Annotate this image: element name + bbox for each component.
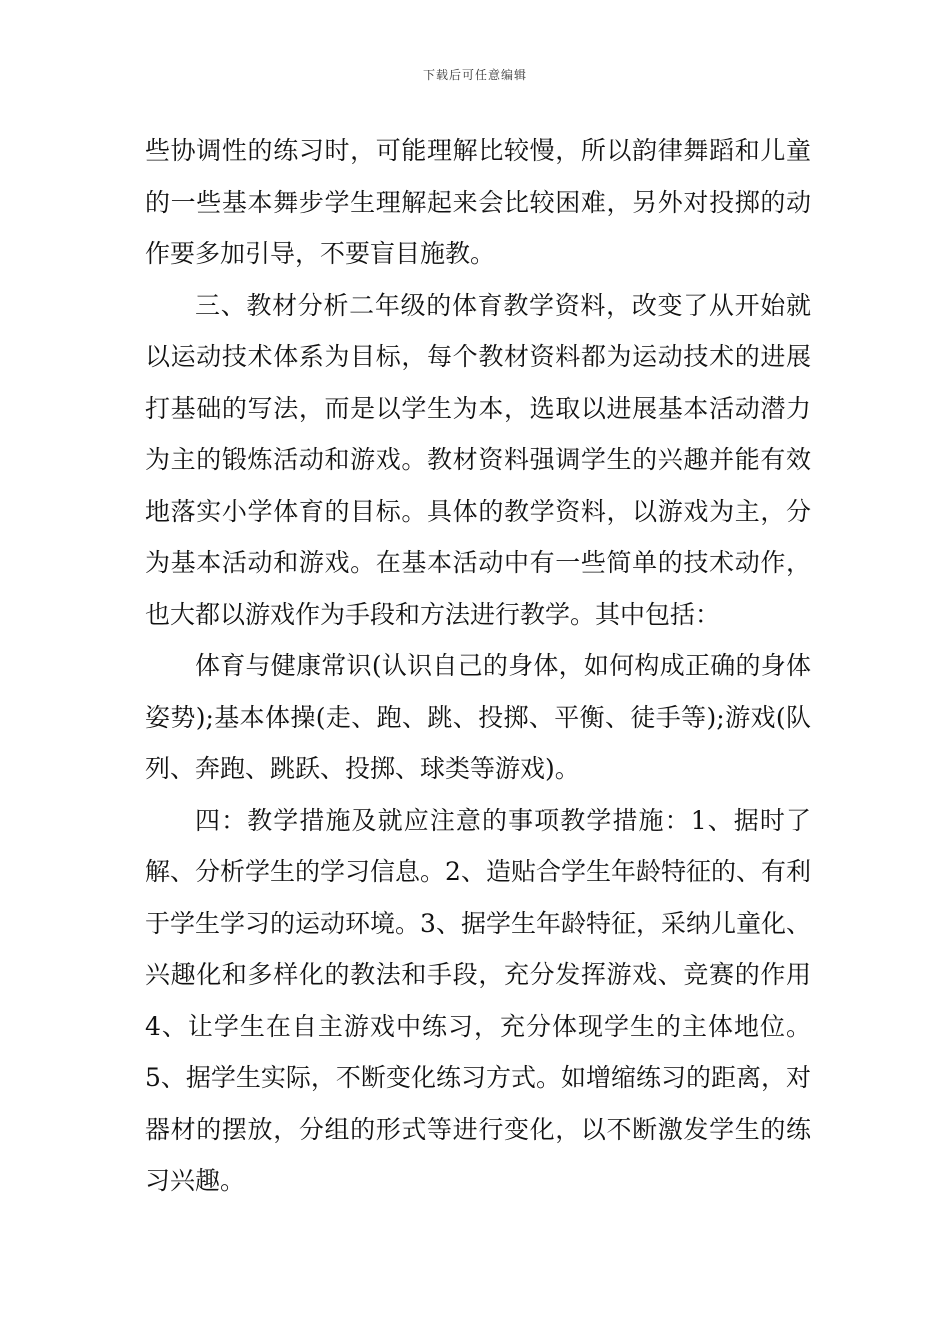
paragraph-content-list: 体育与健康常识(认识自己的身体，如何构成正确的身体姿势);基本体操(走、跑、跳、投掷、平衡、徒手等);游戏(队列、奔跑、跳跃、投掷、球类等游戏)。	[145, 651, 811, 783]
document-body	[145, 125, 811, 1207]
paragraph-section-four: 四：教学措施及就应注意的事项教学措施：1、据时了解、分析学生的学习信息。2、造贴合学生年龄特征的、有利于学生学习的运动环境。3、据学生年龄特征，采纳儿童化、兴趣化和多样化的教法和手段，充分发挥游戏、竞赛的作用4、让学生在自主游戏中练习，充分体现学生的主体地位。5、据学生实际，不断变化练习方式。如增缩练习的距离，对器材的摆放，分组的形式等进行变化，以不断激发学生的练习兴趣。	[145, 805, 811, 1195]
paragraph-continuation: 些协调性的练习时，可能理解比较慢，所以韵律舞蹈和儿童的一些基本舞步学生理解起来会比较困难，另外对投掷的动作要多加引导，不要盲目施教。	[145, 136, 811, 268]
page-header: 下载后可任意编辑	[422, 68, 527, 82]
paragraph-section-three: 三、教材分析二年级的体育教学资料，改变了从开始就以运动技术体系为目标，每个教材资料都为运动技术的进展打基础的写法，而是以学生为本，选取以进展基本活动潜力为主的锻炼活动和游戏。教材资料强调学生的兴趣并能有效地落实小学体育的目标。具体的教学资料，以游戏为主，分为基本活动和游戏。在基本活动中有一些简单的技术动作，也大都以游戏作为手段和方法进行教学。其中包括：	[145, 290, 811, 629]
